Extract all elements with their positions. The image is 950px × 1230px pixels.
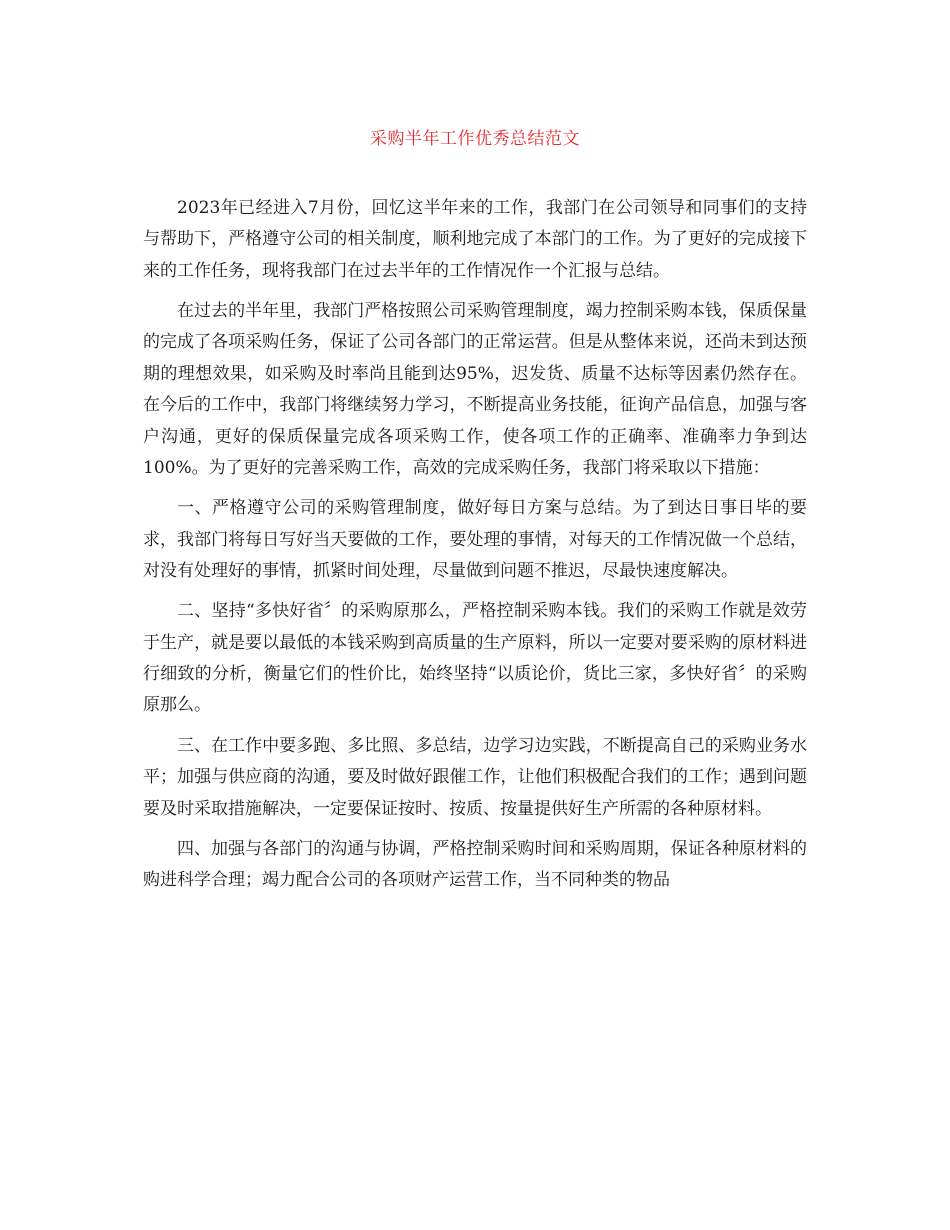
document-title: 采购半年工作优秀总结范文 [370,129,580,149]
paragraph-overview: 在过去的半年里，我部门严格按照公司采购管理制度，竭力控制采购本钱，保质保量的完成了各项采购任务，保证了公司各部门的正常运营。但是从整体来说，还尚未到达预期的理想效果，如采购及时率尚且能到达95%，迟发货、质量不达标等因素仍然存在。在今后的工作中，我部门将继续努力学习，不断提高业务技能，征询产品信息，加强与客户沟通，更好的保质保量完成各项采购工作，使各项工作的正确率、准确率力争到达100%。为了更好的完善采购工作，高效的完成采购任务，我部门将采取以下措施： [143,301,807,479]
paragraph-measure-4: 四、加强与各部门的沟通与协调，严格控制采购时间和采购周期，保证各种原材料的购进科学合理；竭力配合公司的各项财产运营工作，当不同种类的物品 [143,838,807,891]
paragraph-measure-2: 二、坚持“多快好省〞的采购原那么，严格控制采购本钱。我们的采购工作就是效劳于生产，就是要以最低的本钱采购到高质量的生产原料，所以一定要对要采购的原材料进行细致的分析，衡量它们的性价比，始终坚持“以质论价，货比三家，多快好省〞的采购原那么。 [143,601,807,716]
paragraph-measure-3: 三、在工作中要多跑、多比照、多总结，边学习边实践，不断提高自己的采购业务水平；加强与供应商的沟通，要及时做好跟催工作，让他们积极配合我们的工作；遇到问题要及时采取措施解决，一定要保证按时、按质、按量提供好生产所需的各种原材料。 [143,735,807,819]
document-body [143,193,807,905]
paragraph-measure-1: 一、严格遵守公司的采购管理制度，做好每日方案与总结。为了到达日事日毕的要求，我部门将每日写好当天要做的工作，要处理的事情，对每天的工作情况做一个总结，对没有处理好的事情，抓紧时间处理，尽量做到问题不推迟，尽最快速度解决。 [143,498,807,582]
paragraph-intro: 2023年已经进入7月份，回忆这半年来的工作，我部门在公司领导和同事们的支持与帮助下，严格遵守公司的相关制度，顺利地完成了本部门的工作。为了更好的完成接下来的工作任务，现将我部门在过去半年的工作情况作一个汇报与总结。 [143,198,807,281]
